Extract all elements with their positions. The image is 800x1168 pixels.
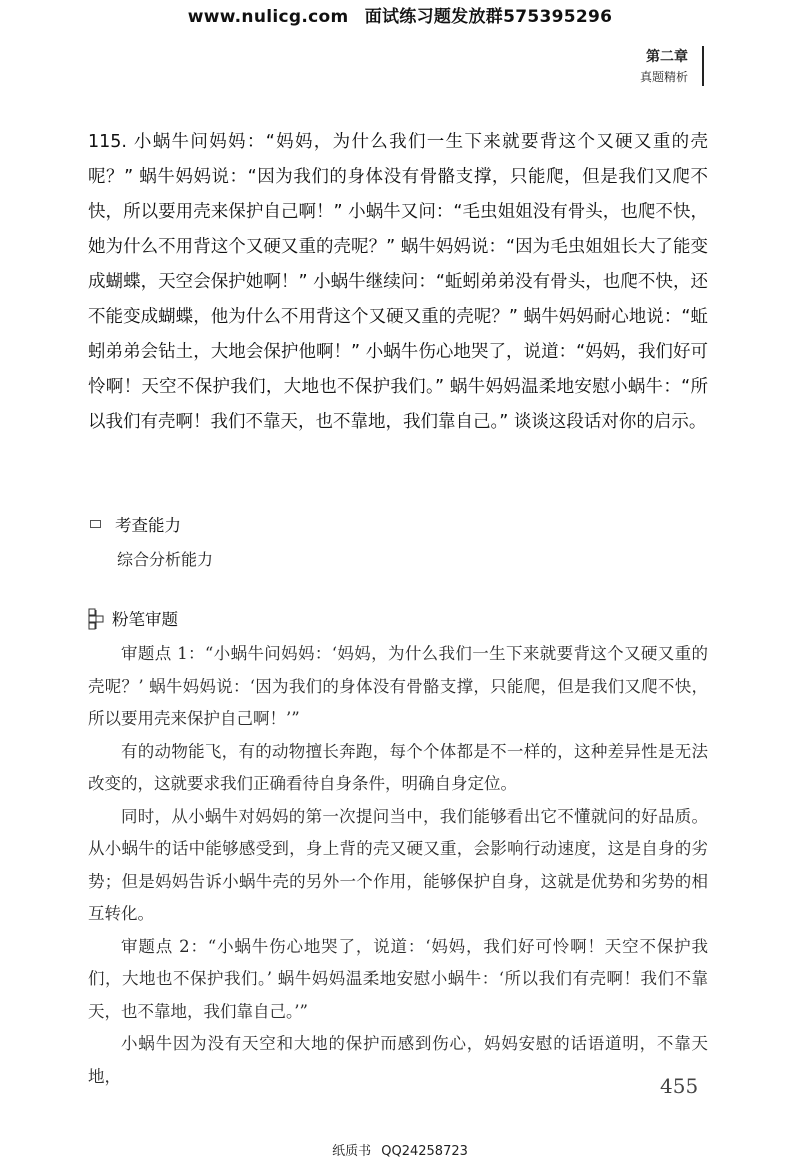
ability-heading	[88, 512, 181, 536]
running-head	[640, 46, 688, 86]
review-paragraph: 小蜗牛因为没有天空和大地的保护而感到伤心，妈妈安慰的话语道明，不靠天地，	[88, 1034, 708, 1086]
banner-group: 面试练习题发放群575395296	[364, 7, 613, 27]
review-body	[88, 638, 708, 1093]
banner-site: www.nulicg.com	[187, 7, 349, 27]
ability-heading-label: 考查能力	[115, 516, 181, 535]
review-paragraph: 有的动物能飞，有的动物擅长奔跑，每个个体都是不一样的，这种差异性是无法改变的，这就要求我们正确看待自身条件，明确自身定位。	[88, 741, 708, 793]
review-paragraph: 同时，从小蜗牛对妈妈的第一次提问当中，我们能够看出它不懂就问的好品质。从小蜗牛的话中能够感受到，身上背的壳又硬又重，会影响行动速度，这是自身的劣势；但是妈妈告诉小蜗牛壳的另外一个作用，能够保护自身，这就是优势和劣势的相互转化。	[88, 806, 708, 923]
question-text: 115. 小蜗牛问妈妈：“妈妈，为什么我们一生下来就要背这个又硬又重的壳呢？” 蜗牛妈妈说：“因为我们的身体没有骨骼支撑，只能爬，但是我们又爬不快，所以要用壳来保护自己啊！” 小蜗牛又问：“毛虫姐姐没有骨头，也爬不快，她为什么不用背这个又硬又重的壳呢？” 蜗牛妈妈说：“因为毛虫姐姐长大了能变成蝴蝶，天空会保护她啊！” 小蜗牛继续问：“蚯蚓弟弟没有骨头，也爬不快，还不能变成蝴蝶，他为什么不用背这个又硬又重的壳呢？” 蜗牛妈妈耐心地说：“蚯蚓弟弟会钻土，大地会保护他啊！” 小蜗牛伤心地哭了，说道：“妈妈，我们好可怜啊！天空不保护我们，大地也不保护我们。” 蜗牛妈妈温柔地安慰小蜗牛：“所以我们有壳啊！我们不靠天，也不靠地，我们靠自己。” 谈谈这段话对你的启示。	[88, 132, 708, 432]
box-icon	[90, 520, 101, 528]
page-number: 455	[660, 1074, 699, 1098]
footer-contact: QQ24258723	[381, 1144, 468, 1159]
ability-value: 综合分析能力	[117, 550, 214, 569]
top-banner	[0, 2, 800, 27]
review-paragraph: 审题点 2：“小蜗牛伤心地哭了，说道：‘妈妈，我们好可怜啊！天空不保护我们，大地也不保护我们。’ 蜗牛妈妈温柔地安慰小蜗牛：‘所以我们有壳啊！我们不靠天，也不靠地，我们靠自己。’”	[88, 936, 708, 1021]
running-head-rule	[702, 46, 704, 86]
review-heading	[88, 606, 178, 630]
review-paragraph: 审题点 1：“小蜗牛问妈妈：‘妈妈，为什么我们一生下来就要背这个又硬又重的壳呢？’ 蜗牛妈妈说：‘因为我们的身体没有骨骼支撑，只能爬，但是我们又爬不快，所以要用壳来保护自己啊！’”	[88, 644, 708, 728]
chalk-grid-icon	[88, 608, 104, 628]
page-footer	[0, 1140, 800, 1159]
chapter-label: 第二章	[646, 49, 688, 65]
footer-label: 纸质书	[332, 1144, 372, 1159]
section-label: 真题精析	[639, 70, 688, 84]
review-heading-label: 粉笔审题	[112, 610, 178, 629]
